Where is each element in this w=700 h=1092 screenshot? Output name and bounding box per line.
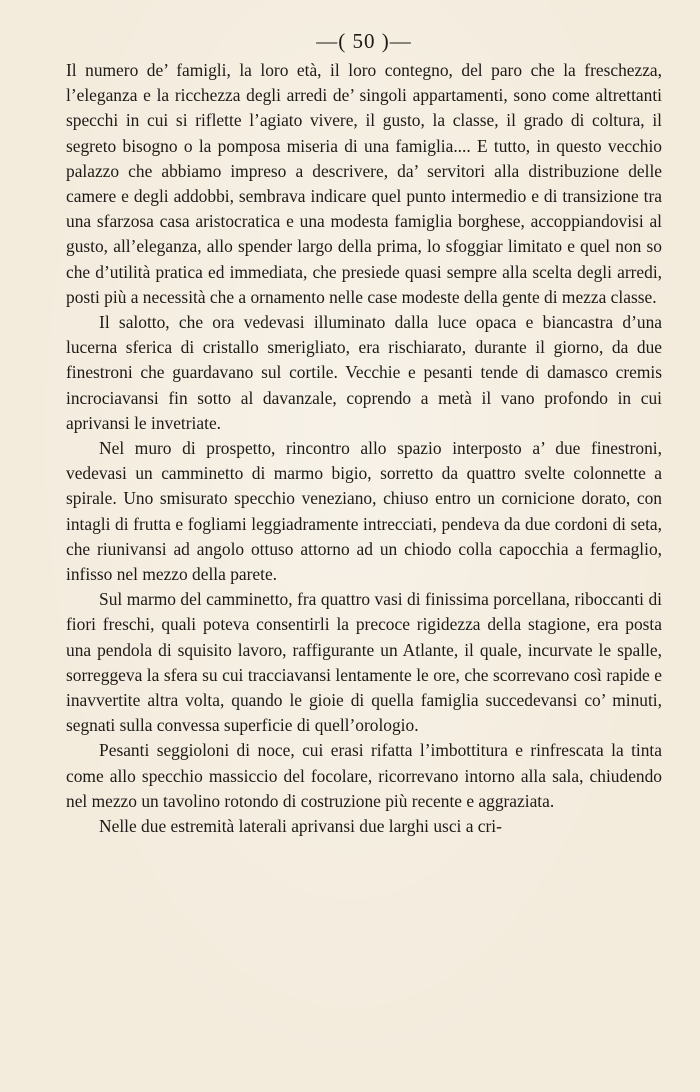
paragraph-3: Nel muro di prospetto, rincontro allo spazio interposto a’ due finestroni, vedevasi un camminetto di marmo bigio, sorretto da quattro svelte colonnette a spirale. Uno smisurato specchio veneziano, chiuso entro un cornicione dorato, con intagli di frutta e fogliami leggiadramente intrecciati, pendeva da due cordoni di seta, che riunivansi ad angolo ottuso attorno ad un chiodo colla capocchia a fermaglio, infisso nel mezzo della parete. [66, 438, 662, 585]
paragraph-2: Il salotto, che ora vedevasi illuminato dalla luce opaca e biancastra d’una lucerna sferica di cristallo smerigliato, era rischiarato, durante il giorno, da due finestroni che guardavano sul cortile. Vecchie e pesanti tende di damasco cremis incrociavansi fin sotto al davanzale, coprendo a metà il vano profondo in cui aprivansi le invetriate. [66, 312, 662, 433]
page-number: —( 50 )— [316, 29, 412, 53]
paragraph-4: Sul marmo del camminetto, fra quattro vasi di finissima porcellana, riboccanti di fiori freschi, quali poteva consentirli la precoce rigidezza della stagione, era posta una pendola di squisito lavoro, raffigurante un Atlante, il quale, incurvate le spalle, sorreggeva la sfera su cui tracciavansi lentamente le ore, che scorrevano così rapide e inavvertite altra volta, quando le gioie di quella famiglia succedevansi co’ minuti, segnati sulla convessa superficie di quell’orologio. [66, 589, 662, 736]
page-body [66, 58, 662, 839]
paragraph-6: Nelle due estremità laterali aprivansi due larghi usci a cri- [99, 816, 502, 837]
paragraph-1: Il numero de’ famigli, la loro età, il loro contegno, del paro che la freschezza, l’eleganza e la ricchezza degli arredi de’ singoli appartamenti, sono come altrettanti specchi in cui si riflette l’agiato vivere, il gusto, la classe, il grado di coltura, il segreto bisogno o la pomposa miseria di una famiglia.... E tutto, in questo vecchio palazzo che abbiamo impreso a descrivere, da’ servitori alla distribuzione delle camere e degli addobbi, sembrava indicare quel punto intermedio e di transizione tra una sfarzosa casa aristocratica e una modesta famiglia borghese, accoppiandovisi al gusto, all’eleganza, allo spender largo della prima, lo sfoggiar limitato e quel non so che d’utilità pratica ed immediata, che presiede quasi sempre alla scelta degli arredi, posti più a necessità che a ornamento nelle case modeste della gente di mezza classe. [66, 60, 662, 307]
paragraph-5: Pesanti seggioloni di noce, cui erasi rifatta l’imbottitura e rinfrescata la tinta come allo specchio massiccio del focolare, ricorrevano intorno alla sala, chiudendo nel mezzo un tavolino rotondo di costruzione più recente e aggraziata. [66, 740, 662, 811]
